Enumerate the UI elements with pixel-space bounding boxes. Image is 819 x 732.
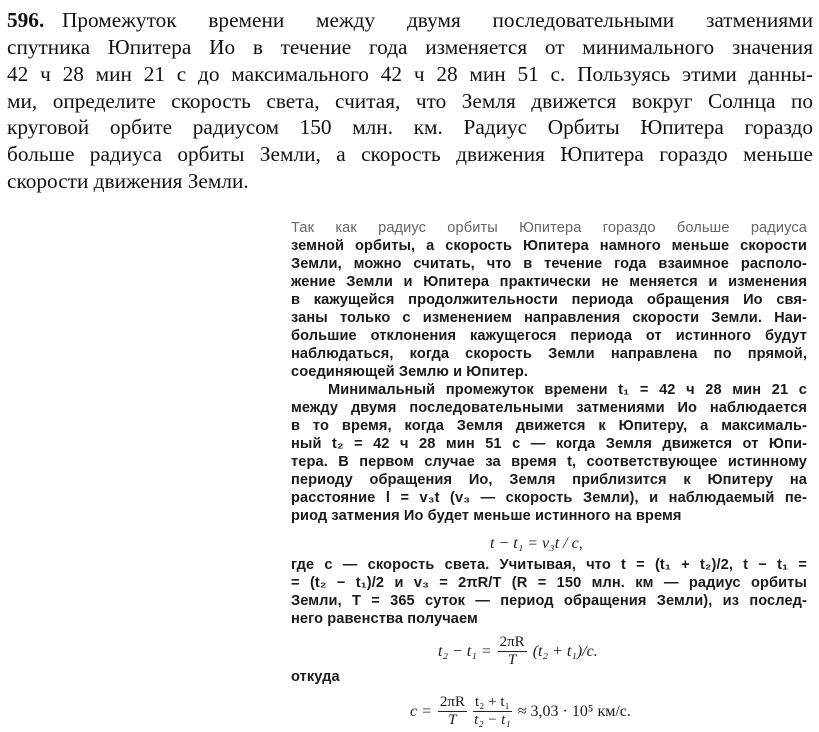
problem-line: 42 ч 28 мин 21 с до максимального 42 ч 28 мин 51 с. Пользуясь этими данны- [7,62,813,86]
problem-number: 596. [7,8,45,32]
solution-line: соединяющей Землю и Юпитер. [291,364,529,380]
denominator: T [448,712,457,728]
solution-line: жение Земли и Юпитера практически не меняется и изменения [291,274,807,290]
formula-3 [410,694,631,729]
formula-2 [438,634,598,669]
solution-line: Минимальный промежуток времени t₁ = 42 ч 28 мин 21 с [328,382,807,398]
fraction [473,694,512,729]
problem-line: ми, определите скорость света, считая, что Земля движется вокруг Солнца по [7,89,813,113]
solution-line: Земли, можно считать, что в течение года взаимное располо- [291,256,807,272]
solution-line: в кажущейся продолжительности периода обращения Ио свя- [291,292,807,308]
formula-text: t − t₁ = v₃t / c, [490,535,583,552]
solution-line: Земли, T = 365 суток — период обращения Земли), из послед- [291,593,807,609]
problem-line: спутника Юпитера Ио в течение года изменяется от минимального значения [7,35,813,59]
problem-line: больше радиуса орбиты Земли, а скорость движения Юпитера гораздо меньше [7,142,813,166]
solution-line: между двумя последовательными затмениями Ио наблюдается [291,400,807,416]
solution-line: большие отклонения кажущегося периода от истинного будут [291,328,807,344]
numerator: 2πR [499,634,525,650]
problem-line: Промежуток времени между двумя последовательными затмениями [62,8,813,32]
denominator: T [507,652,517,668]
solution-line: где c — скорость света. Учитывая, что t = (t₁ + t₂)/2, t − t₁ = [291,557,807,573]
solution-line: земной орбиты, а скорость Юпитера намного меньше скорости [291,238,807,254]
solution-line: в то время, когда Земля движется к Юпитеру, а максималь- [291,418,807,434]
problem-line: скорости движения Земли. [7,169,249,193]
solution-line: риод затмения Ио будет меньше истинного на время [291,508,682,524]
formula-1 [490,535,583,553]
solution-line: заны только с изменением направления скорости Земли. Наи- [291,310,807,326]
fraction [438,694,467,729]
formula-rhs: ≈ 3,03 · 10⁵ км/с. [517,702,631,720]
numerator: 2πR [439,694,465,710]
solution-line: наблюдаться, когда скорость Земли направлена по прямой, [291,346,807,362]
solution-line: периоду обращения Ио, Земля приблизится к Юпитеру на [291,472,807,488]
fraction [498,634,527,669]
formula-lhs: c = [410,702,432,720]
solution-line: расстояние l = v₃t (v₃ — скорость Земли), и наблюдаемый пе- [291,490,807,506]
denominator: t₂ − t₁ [474,712,511,728]
whence-label: откуда [291,669,340,685]
solution-line: ный t₂ = 42 ч 28 мин 51 с — когда Земля движется от Юпи- [291,436,807,452]
formula-lhs: t₂ − t₁ = [438,642,492,660]
solution-line: = (t₂ − t₁)/2 и v₃ = 2πR/T (R = 150 млн. км — радиус орбиты [291,575,807,591]
problem-line: круговой орбите радиусом 150 млн. км. Радиус Орбиты Юпитера гораздо [7,115,813,139]
solution-line: Так как радиус орбиты Юпитера гораздо больше радиуса [291,220,807,236]
solution-line: тера. В первом случае за время t, соответствующее истинному [291,454,807,470]
solution-line: него равенства получаем [291,611,478,627]
formula-rhs: (t₂ + t₁)/c. [532,642,598,660]
numerator: t₂ + t₁ [474,694,510,710]
